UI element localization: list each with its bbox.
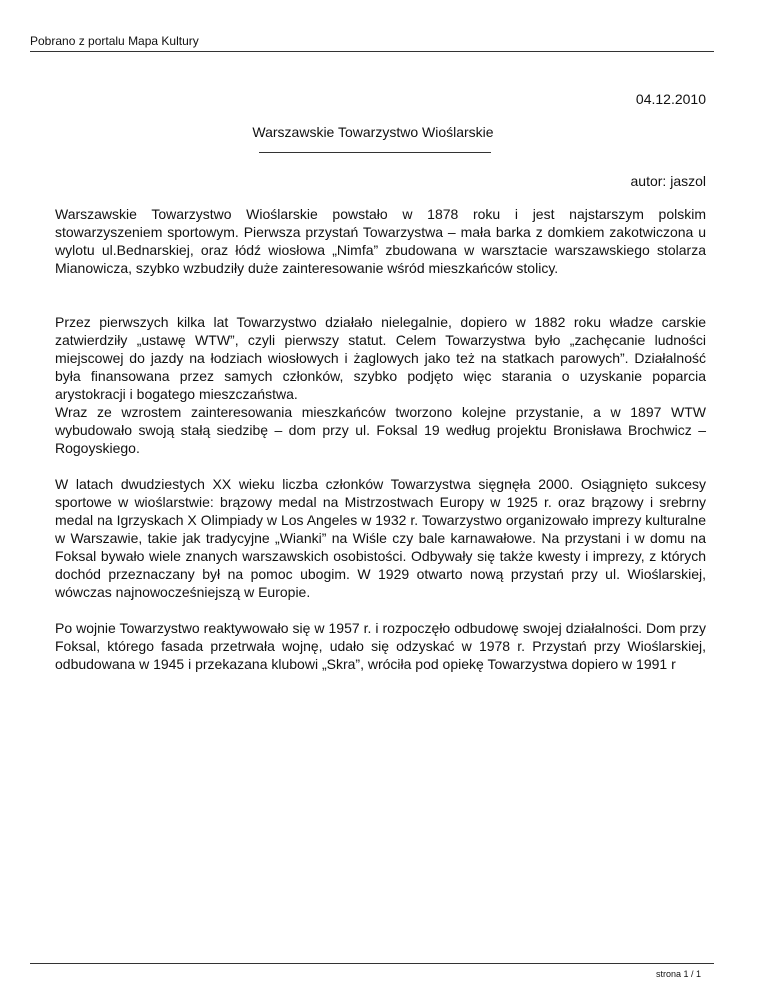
header-divider [30, 51, 714, 52]
paragraph: Wraz ze wzrostem zainteresowania mieszkańców tworzono kolejne przystanie, a w 1897 WTW wybudowało swoją stałą siedzibę – dom przy ul. Foksal 19 według projektu Bronisława Brochwicz – Rogoyskiego. [55, 404, 706, 456]
article-body [55, 205, 706, 673]
page-number: strona 1 / 1 [655, 969, 701, 979]
paragraph: W latach dwudziestych XX wieku liczba członków Towarzystwa sięgnęła 2000. Osiągnięto sukcesy sportowe w wioślarstwie: brązowy medal na Mistrzostwach Europy w 1925 r. oraz brązowy i srebrny medal na Igrzyskach X Olimpiady w Los Angeles w 1932 r. Towarzystwo organizowało imprezy kulturalne w Warszawie, takie jak tradycyjne „Wianki” na Wiśle czy bale karnawałowe. Na przystani i w domu na Foksal bywało wiele znanych warszawskich osobistości. Odbywały się także kwesty i imprezy, z których dochód przeznaczany był na pomoc ubogim. W 1929 otwarto nową przystań przy ul. Wioślarskiej, wówczas najnowocześniejszą w Europie. [55, 476, 706, 600]
source-header: Pobrano z portalu Mapa Kultury [30, 34, 199, 48]
article-author: autor: jaszol [630, 173, 706, 189]
article-title: Warszawskie Towarzystwo Wioślarskie [252, 124, 494, 140]
paragraph: Przez pierwszych kilka lat Towarzystwo działało nielegalnie, dopiero w 1882 roku władze carskie zatwierdziły „ustawę WTW”, czyli pierwszy statut. Celem Towarzystwa było „zachęcanie ludności miejscowej do jazdy na łodziach wiosłowych i żaglowych jako też na statkach parowych”. Działalność była finansowana przez samych członków, szybko podjęto więc starania o uzyskanie poparcia arystokracji i bogatego mieszczaństwa. [55, 314, 706, 402]
footer-divider [30, 963, 714, 964]
title-underline [259, 152, 491, 153]
paragraph: Po wojnie Towarzystwo reaktywowało się w 1957 r. i rozpoczęło odbudowę swojej działalności. Dom przy Foksal, którego fasada przetrwała wojnę, udało się odzyskać w 1978 r. Przystań przy Wioślarskiej, odbudowana w 1945 i przekazana klubowi „Skra”, wróciła pod opiekę Towarzystwa dopiero w 1991 r [55, 620, 706, 672]
article-date: 04.12.2010 [635, 91, 706, 107]
paragraph: Warszawskie Towarzystwo Wioślarskie powstało w 1878 roku i jest najstarszym polskim stowarzyszeniem sportowym. Pierwsza przystań Towarzystwa – mała barka z domkiem zakotwiczona u wylotu ul.Bednarskiej, oraz łódź wiosłowa „Nimfa” zbudowana w warsztacie warszawskiego stolarza Mianowicza, szybko wzbudziły duże zainteresowanie wśród mieszkańców stolicy. [55, 206, 706, 276]
